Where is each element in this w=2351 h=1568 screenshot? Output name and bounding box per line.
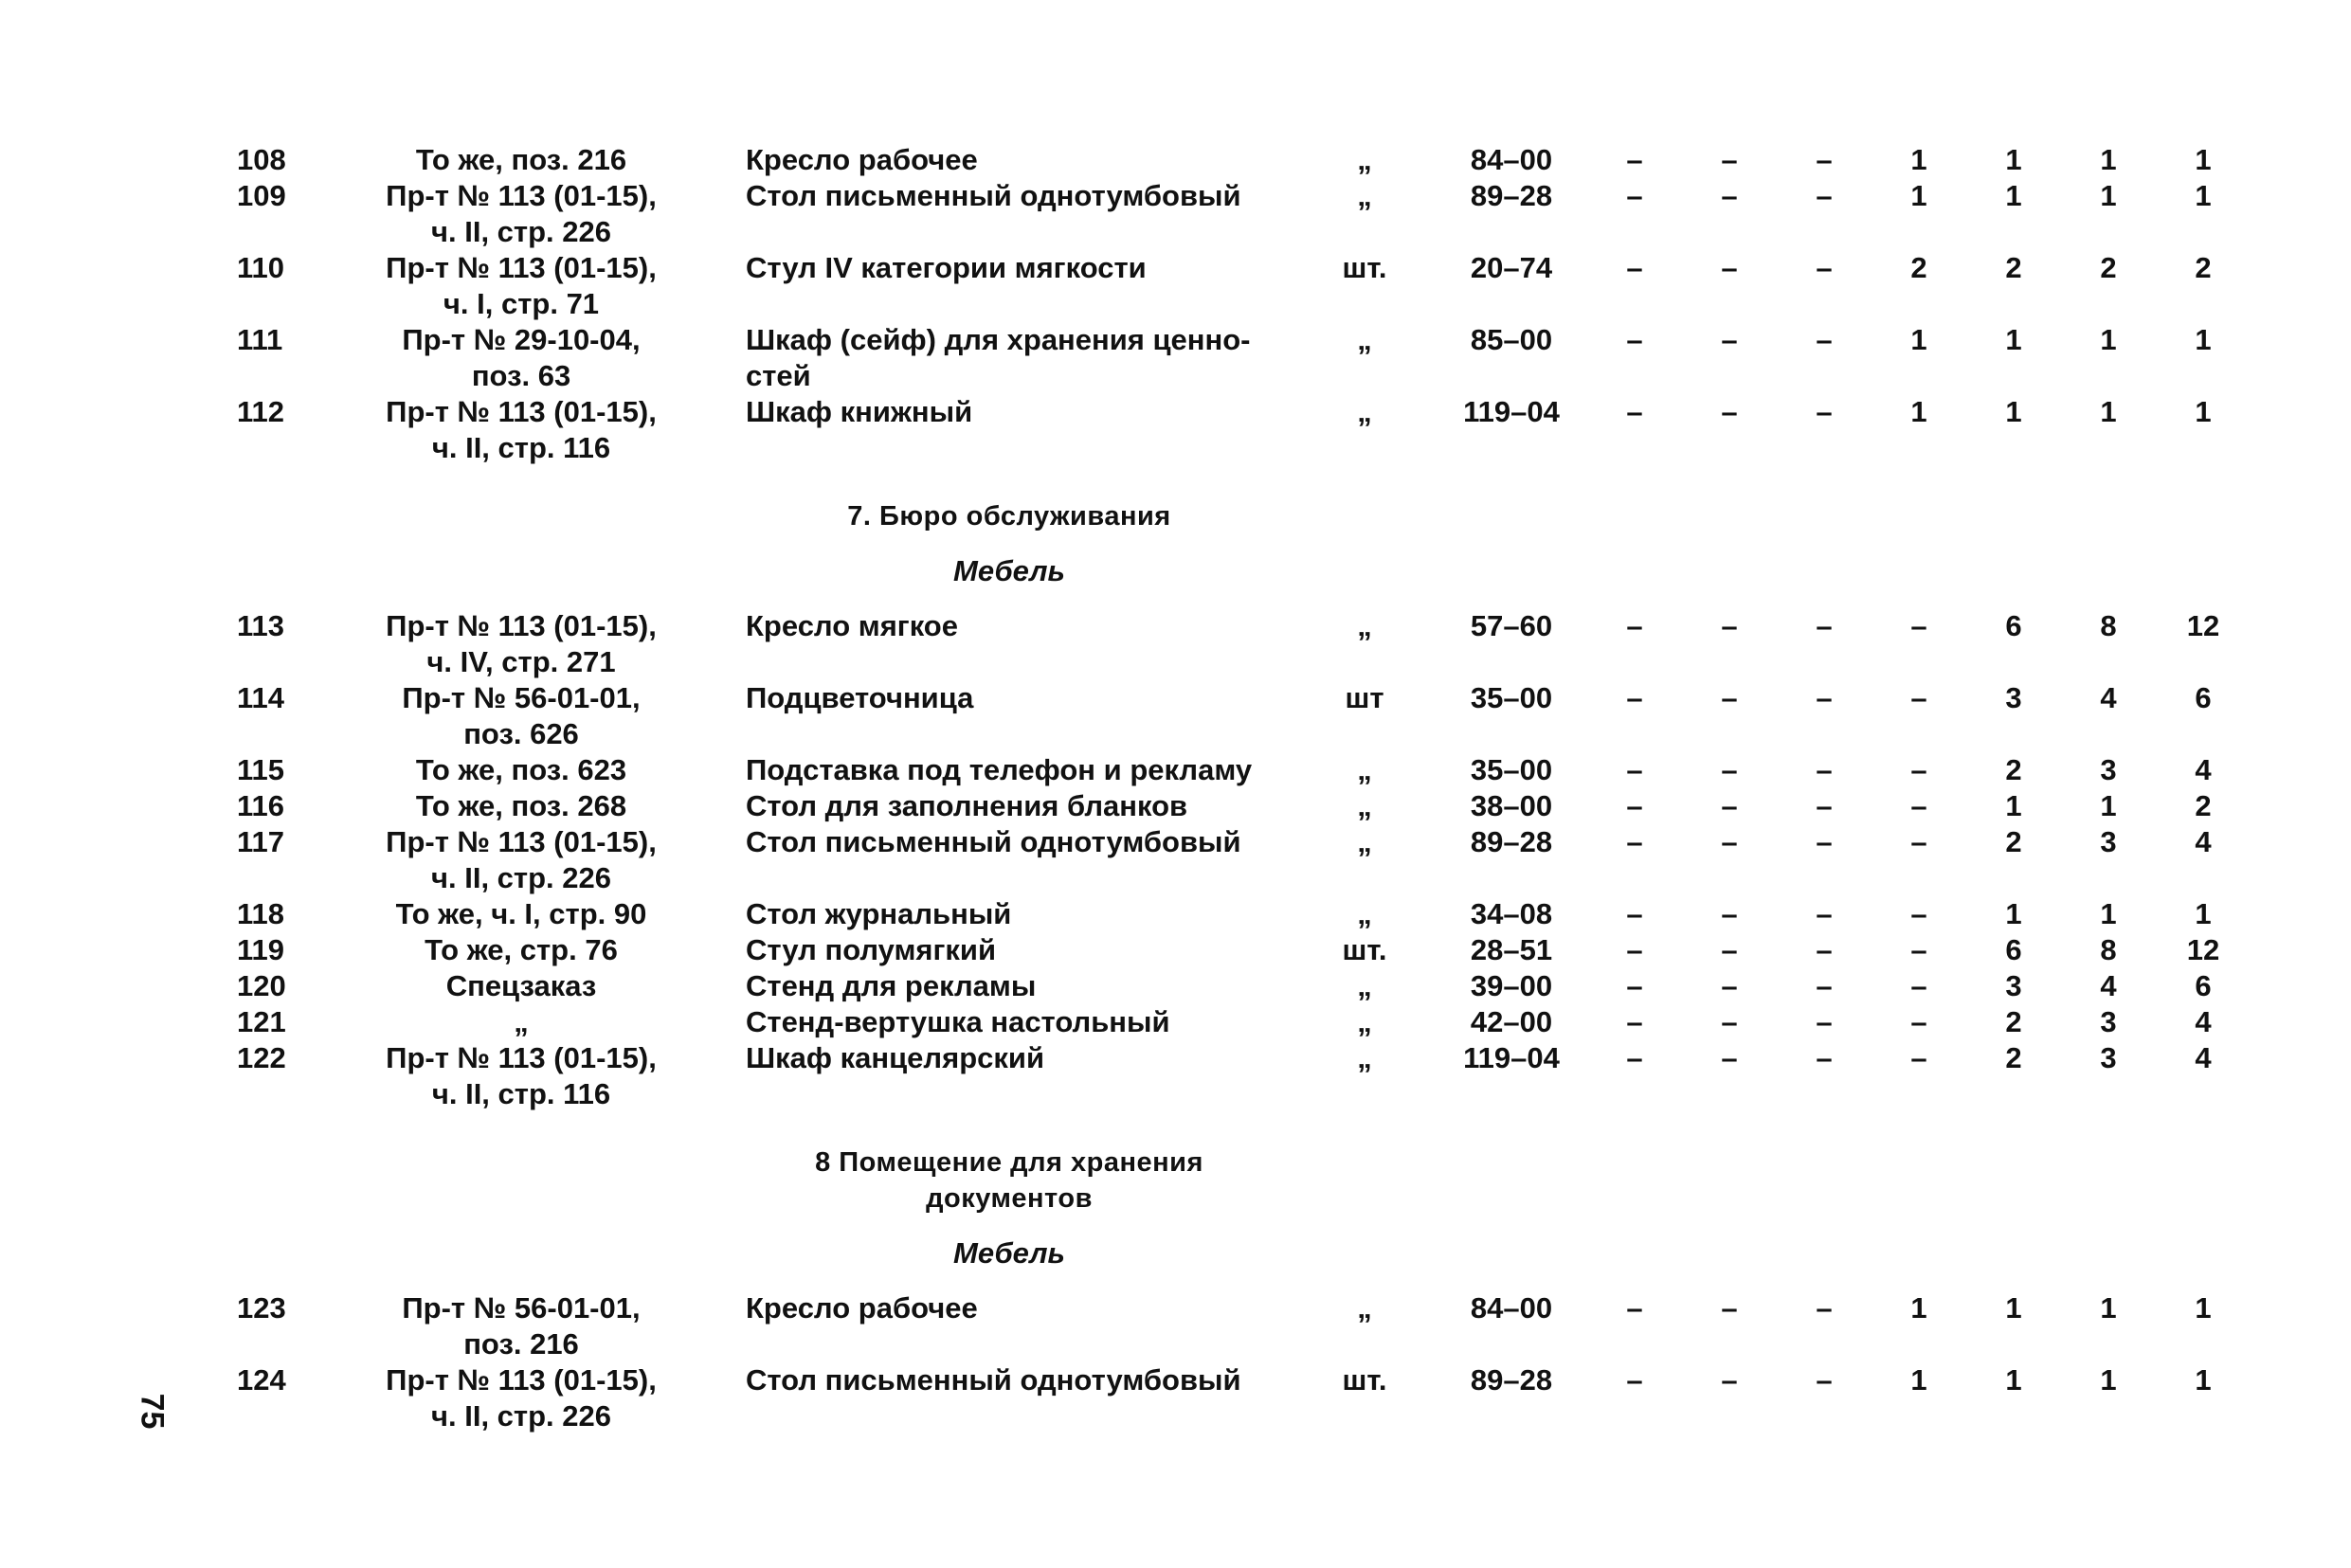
row-quantity: –: [1910, 897, 1927, 930]
row-unit: шт.: [1342, 933, 1387, 966]
row-source: Пр-т № 113 (01-15), ч. I, стр. 71: [386, 251, 657, 320]
row-unit: „: [1357, 1291, 1372, 1325]
row-quantity: –: [1721, 1291, 1738, 1325]
row-quantity: 1: [2195, 395, 2212, 428]
row-item-name: Шкаф книжный: [746, 395, 973, 428]
row-price: 119–04: [1463, 395, 1560, 428]
row-quantity: –: [1721, 179, 1738, 212]
row-quantity: –: [1816, 179, 1833, 212]
row-quantity: –: [1626, 1005, 1643, 1038]
row-price: 28–51: [1470, 933, 1553, 966]
row-quantity: –: [1626, 143, 1643, 176]
row-quantity: –: [1721, 825, 1738, 858]
row-unit: „: [1357, 789, 1372, 822]
row-price: 42–00: [1470, 1005, 1553, 1038]
row-quantity: 12: [2186, 933, 2220, 966]
row-unit: „: [1357, 1005, 1372, 1038]
row-source: То же, поз. 216: [415, 143, 627, 176]
row-unit: „: [1357, 179, 1372, 212]
row-quantity: –: [1626, 969, 1643, 1002]
row-quantity: 1: [2195, 1291, 2212, 1325]
row-unit: шт.: [1342, 1363, 1387, 1397]
table-row: [0, 1004, 2351, 1040]
row-quantity: –: [1721, 753, 1738, 786]
row-unit: шт: [1345, 681, 1384, 714]
row-item-name: Кресло рабочее: [746, 1291, 978, 1325]
row-unit: „: [1357, 395, 1372, 428]
table-row: [0, 968, 2351, 1004]
section-gap: [0, 1217, 2351, 1235]
row-number: 112: [237, 395, 285, 428]
section-gap: [0, 534, 2351, 553]
row-quantity: –: [1721, 1363, 1738, 1397]
table-row: [0, 1040, 2351, 1112]
row-quantity: 1: [2005, 143, 2022, 176]
row-quantity: 1: [1910, 179, 1927, 212]
subsection-title-text: Мебель: [953, 554, 1065, 587]
row-quantity: –: [1626, 897, 1643, 930]
row-price: 119–04: [1463, 1041, 1560, 1074]
row-quantity: –: [1721, 143, 1738, 176]
row-unit: „: [1357, 825, 1372, 858]
row-quantity: 1: [2100, 395, 2117, 428]
row-quantity: –: [1721, 933, 1738, 966]
row-quantity: –: [1816, 609, 1833, 642]
row-quantity: 1: [2100, 789, 2117, 822]
row-quantity: –: [1816, 1363, 1833, 1397]
row-source: Пр-т № 29-10-04, поз. 63: [402, 323, 641, 392]
row-price: 85–00: [1470, 323, 1553, 356]
row-quantity: 1: [2100, 1363, 2117, 1397]
subsection-title: [0, 1235, 2351, 1271]
row-quantity: 12: [2186, 609, 2220, 642]
row-quantity: 1: [2005, 1363, 2022, 1397]
subsection-title-text: Мебель: [953, 1236, 1065, 1270]
row-quantity: –: [1910, 753, 1927, 786]
row-quantity: –: [1721, 1041, 1738, 1074]
table-row: [0, 608, 2351, 680]
row-quantity: –: [1816, 681, 1833, 714]
row-quantity: –: [1910, 681, 1927, 714]
row-quantity: –: [1721, 609, 1738, 642]
row-quantity: 3: [2100, 1005, 2117, 1038]
table-row: [0, 1290, 2351, 1362]
row-unit: „: [1357, 1041, 1372, 1074]
row-quantity: –: [1626, 179, 1643, 212]
row-quantity: –: [1626, 753, 1643, 786]
row-unit: шт.: [1342, 251, 1387, 284]
row-quantity: 1: [2195, 143, 2212, 176]
row-quantity: 8: [2100, 933, 2117, 966]
row-number: 114: [237, 681, 285, 714]
row-quantity: 2: [1910, 251, 1927, 284]
table-row: [0, 824, 2351, 896]
row-price: 35–00: [1470, 753, 1553, 786]
table-row: [0, 932, 2351, 968]
row-quantity: –: [1626, 933, 1643, 966]
row-source: То же, поз. 268: [415, 789, 627, 822]
row-quantity: 4: [2100, 681, 2117, 714]
row-source: Пр-т № 113 (01-15), ч. IV, стр. 271: [386, 609, 657, 678]
row-quantity: 1: [2005, 395, 2022, 428]
row-quantity: 3: [2005, 681, 2022, 714]
table-row: [0, 250, 2351, 322]
row-quantity: 1: [2005, 897, 2022, 930]
row-item-name: Стул полумягкий: [746, 933, 997, 966]
row-quantity: –: [1816, 251, 1833, 284]
row-quantity: 1: [2100, 143, 2117, 176]
section-gap: [0, 1271, 2351, 1290]
row-quantity: –: [1721, 251, 1738, 284]
row-item-name: Шкаф (сейф) для хранения ценно- стей: [746, 323, 1251, 392]
table-row: [0, 394, 2351, 466]
section-gap: [0, 589, 2351, 608]
row-quantity: 4: [2195, 1005, 2212, 1038]
row-quantity: 1: [2195, 897, 2212, 930]
row-source: То же, поз. 623: [415, 753, 627, 786]
row-quantity: 1: [1910, 323, 1927, 356]
row-unit: „: [1357, 323, 1372, 356]
row-number: 120: [237, 969, 286, 1002]
row-item-name: Стол журнальный: [746, 897, 1012, 930]
row-number: 111: [237, 323, 283, 356]
table-row: [0, 680, 2351, 752]
subsection-title: [0, 553, 2351, 589]
row-price: 89–28: [1470, 825, 1553, 858]
row-quantity: 2: [2005, 1041, 2022, 1074]
section-title: [0, 1144, 2351, 1217]
row-quantity: –: [1626, 681, 1643, 714]
row-number: 121: [237, 1005, 286, 1038]
row-quantity: –: [1816, 825, 1833, 858]
section-title-text: 8 Помещение для хранения документов: [815, 1147, 1203, 1214]
row-quantity: 1: [2100, 179, 2117, 212]
row-quantity: 1: [2195, 1363, 2212, 1397]
row-quantity: 4: [2100, 969, 2117, 1002]
row-quantity: –: [1721, 323, 1738, 356]
row-price: 34–08: [1470, 897, 1553, 930]
row-number: 122: [237, 1041, 286, 1074]
row-quantity: 1: [2195, 179, 2212, 212]
row-number: 123: [237, 1291, 286, 1325]
row-quantity: –: [1910, 933, 1927, 966]
row-quantity: –: [1910, 1041, 1927, 1074]
row-quantity: 1: [2005, 179, 2022, 212]
row-number: 115: [237, 753, 285, 786]
row-item-name: Стенд-вертушка настольный: [746, 1005, 1170, 1038]
row-number: 110: [237, 251, 285, 284]
row-quantity: 6: [2005, 609, 2022, 642]
row-item-name: Стенд для рекламы: [746, 969, 1037, 1002]
row-quantity: –: [1910, 969, 1927, 1002]
row-quantity: –: [1626, 1041, 1643, 1074]
row-quantity: 1: [1910, 1291, 1927, 1325]
row-source: То же, стр. 76: [425, 933, 618, 966]
row-quantity: –: [1816, 1005, 1833, 1038]
row-quantity: –: [1816, 933, 1833, 966]
row-quantity: 2: [2195, 251, 2212, 284]
row-quantity: –: [1816, 323, 1833, 356]
row-quantity: 1: [2100, 897, 2117, 930]
row-item-name: Кресло рабочее: [746, 143, 978, 176]
row-quantity: 1: [2005, 789, 2022, 822]
section-title-text: 7. Бюро обслуживания: [847, 501, 1171, 532]
row-quantity: 4: [2195, 825, 2212, 858]
row-source: Пр-т № 113 (01-15), ч. II, стр. 226: [386, 825, 657, 894]
row-quantity: –: [1626, 789, 1643, 822]
row-item-name: Шкаф канцелярский: [746, 1041, 1045, 1074]
row-quantity: –: [1626, 1291, 1643, 1325]
row-number: 119: [237, 933, 285, 966]
row-quantity: 6: [2195, 969, 2212, 1002]
row-quantity: 1: [2005, 323, 2022, 356]
row-quantity: 1: [1910, 395, 1927, 428]
row-quantity: –: [1626, 395, 1643, 428]
row-quantity: 2: [2005, 753, 2022, 786]
row-quantity: 1: [1910, 1363, 1927, 1397]
table-row: [0, 322, 2351, 394]
row-source: Пр-т № 113 (01-15), ч. II, стр. 116: [386, 395, 657, 464]
row-quantity: –: [1910, 609, 1927, 642]
section-gap: [0, 1112, 2351, 1144]
row-price: 84–00: [1470, 1291, 1553, 1325]
row-quantity: –: [1626, 251, 1643, 284]
row-quantity: –: [1816, 897, 1833, 930]
row-quantity: –: [1816, 395, 1833, 428]
row-unit: „: [1357, 753, 1372, 786]
row-number: 108: [237, 143, 286, 176]
row-price: 35–00: [1470, 681, 1553, 714]
row-quantity: 6: [2195, 681, 2212, 714]
row-quantity: –: [1816, 753, 1833, 786]
table-row: [0, 142, 2351, 178]
row-quantity: –: [1721, 969, 1738, 1002]
row-quantity: –: [1721, 395, 1738, 428]
row-quantity: 1: [1910, 143, 1927, 176]
row-quantity: 3: [2100, 753, 2117, 786]
row-price: 89–28: [1470, 179, 1553, 212]
row-quantity: 2: [2005, 251, 2022, 284]
row-item-name: Стол письменный однотумбовый: [746, 825, 1241, 858]
row-number: 116: [237, 789, 285, 822]
row-source: „: [514, 1005, 529, 1038]
row-quantity: –: [1910, 789, 1927, 822]
row-quantity: –: [1816, 789, 1833, 822]
row-source: Пр-т № 113 (01-15), ч. II, стр. 226: [386, 1363, 657, 1433]
row-item-name: Стол письменный однотумбовый: [746, 1363, 1241, 1397]
row-quantity: 1: [2195, 323, 2212, 356]
row-quantity: 2: [2005, 1005, 2022, 1038]
row-item-name: Стол для заполнения бланков: [746, 789, 1188, 822]
row-quantity: –: [1721, 1005, 1738, 1038]
row-item-name: Подставка под телефон и рекламу: [746, 753, 1253, 786]
row-price: 20–74: [1470, 251, 1553, 284]
row-price: 84–00: [1470, 143, 1553, 176]
row-price: 38–00: [1470, 789, 1553, 822]
furniture-table: [0, 142, 2351, 1434]
row-quantity: 2: [2195, 789, 2212, 822]
row-quantity: 8: [2100, 609, 2117, 642]
row-number: 118: [237, 897, 285, 930]
row-source: Пр-т № 56-01-01, поз. 626: [402, 681, 641, 750]
section-gap: [0, 466, 2351, 498]
row-unit: „: [1357, 969, 1372, 1002]
row-quantity: –: [1816, 969, 1833, 1002]
row-item-name: Стол письменный однотумбовый: [746, 179, 1241, 212]
row-quantity: –: [1721, 789, 1738, 822]
row-item-name: Подцветочница: [746, 681, 974, 714]
row-item-name: Стул IV категории мягкости: [746, 251, 1147, 284]
row-quantity: –: [1816, 1041, 1833, 1074]
table-row: [0, 1362, 2351, 1434]
row-quantity: –: [1910, 825, 1927, 858]
row-price: 39–00: [1470, 969, 1553, 1002]
row-source: Пр-т № 113 (01-15), ч. II, стр. 226: [386, 179, 657, 248]
row-quantity: 4: [2195, 1041, 2212, 1074]
row-quantity: –: [1626, 1363, 1643, 1397]
row-quantity: 3: [2005, 969, 2022, 1002]
page-number: 75: [134, 1393, 171, 1430]
row-number: 124: [237, 1363, 286, 1397]
row-price: 57–60: [1470, 609, 1553, 642]
row-number: 113: [237, 609, 285, 642]
row-unit: „: [1357, 897, 1372, 930]
row-quantity: –: [1626, 323, 1643, 356]
row-unit: „: [1357, 143, 1372, 176]
table-row: [0, 788, 2351, 824]
row-quantity: 1: [2005, 1291, 2022, 1325]
row-quantity: –: [1816, 1291, 1833, 1325]
row-quantity: –: [1816, 143, 1833, 176]
row-number: 109: [237, 179, 286, 212]
table-row: [0, 178, 2351, 250]
row-quantity: 1: [2100, 323, 2117, 356]
row-quantity: 2: [2100, 251, 2117, 284]
row-quantity: 2: [2005, 825, 2022, 858]
row-unit: „: [1357, 609, 1372, 642]
row-source: Пр-т № 56-01-01, поз. 216: [402, 1291, 641, 1361]
row-source: То же, ч. I, стр. 90: [395, 897, 647, 930]
row-item-name: Кресло мягкое: [746, 609, 958, 642]
table-row: [0, 752, 2351, 788]
row-source: Пр-т № 113 (01-15), ч. II, стр. 116: [386, 1041, 657, 1110]
row-source: Спецзаказ: [445, 969, 597, 1002]
row-quantity: 4: [2195, 753, 2212, 786]
row-quantity: 3: [2100, 1041, 2117, 1074]
section-title: [0, 498, 2351, 534]
row-quantity: 3: [2100, 825, 2117, 858]
row-quantity: 6: [2005, 933, 2022, 966]
row-quantity: –: [1626, 825, 1643, 858]
row-quantity: 1: [2100, 1291, 2117, 1325]
row-quantity: –: [1626, 609, 1643, 642]
row-quantity: –: [1910, 1005, 1927, 1038]
table-row: [0, 896, 2351, 932]
row-quantity: –: [1721, 897, 1738, 930]
row-price: 89–28: [1470, 1363, 1553, 1397]
row-quantity: –: [1721, 681, 1738, 714]
row-number: 117: [237, 825, 285, 858]
